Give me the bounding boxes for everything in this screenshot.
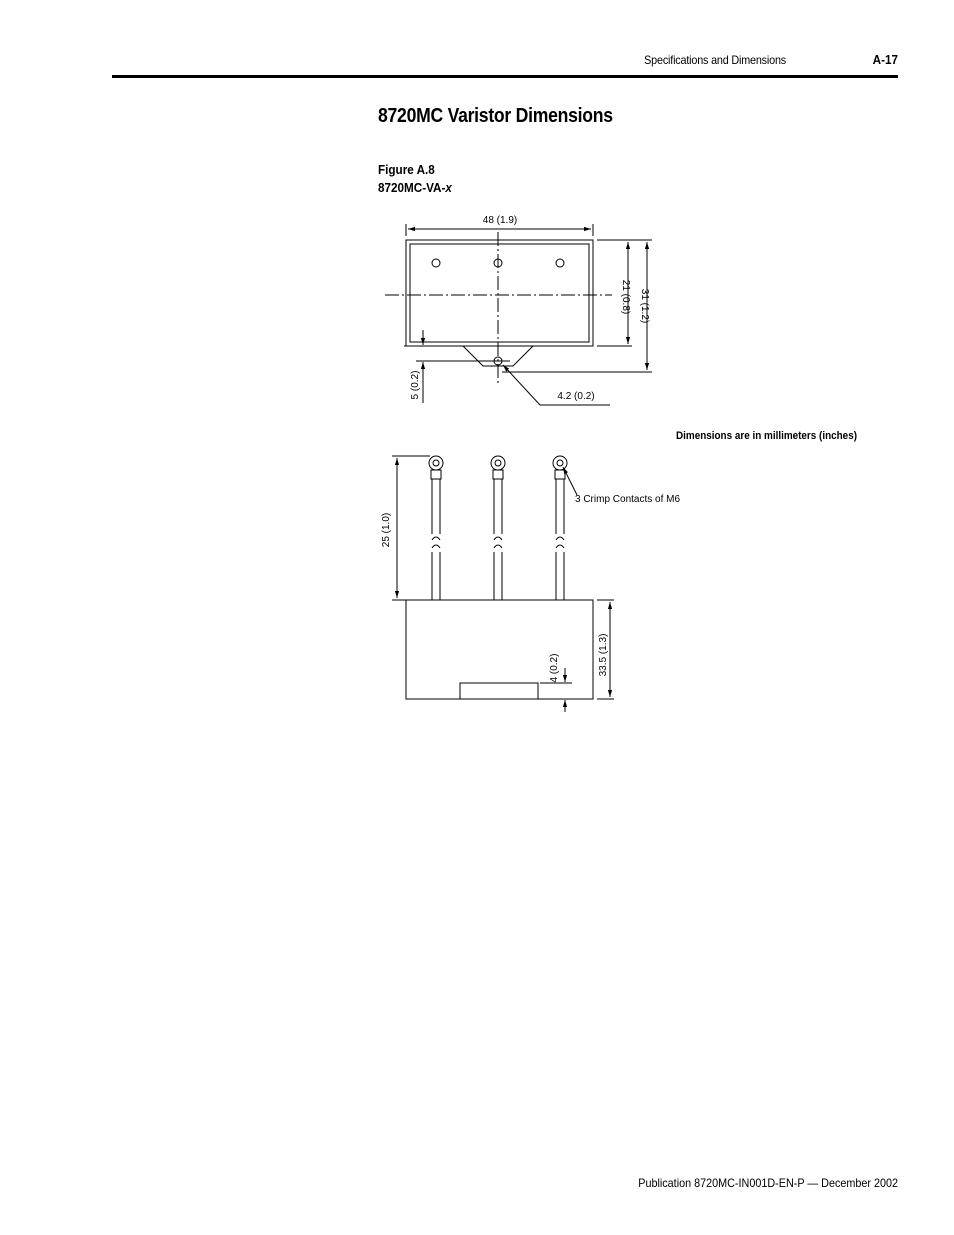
page-title: 8720MC Varistor Dimensions — [378, 105, 613, 127]
base-offset-dimension-label: 4 (0.2) — [549, 653, 560, 683]
outer-height-dimension-label: 31 (1.2) — [639, 288, 650, 324]
figure-name-prefix: 8720MC-VA- — [378, 180, 446, 195]
lead-left — [429, 456, 443, 600]
header-section-title: Specifications and Dimensions — [644, 53, 786, 67]
lead-right — [553, 456, 567, 600]
header-page-number: A-17 — [872, 52, 898, 67]
lead-center — [491, 456, 505, 600]
figure-name-suffix: x — [445, 180, 452, 195]
top-view — [385, 224, 652, 405]
terminal-hole-right — [556, 259, 564, 267]
crimp-contacts-label: 3 Crimp Contacts of M6 — [575, 494, 681, 505]
offset-dimension-label: 5 (0.2) — [410, 370, 421, 400]
side-view-body — [406, 600, 593, 699]
inner-height-dimension-label: 21 (0.8) — [620, 279, 631, 315]
dimensions-note: Dimensions are in millimeters (inches) — [675, 430, 857, 442]
terminal-hole-left — [432, 259, 440, 267]
width-dimension-label: 48 (1.9) — [482, 215, 518, 226]
hole-diameter-label: 4.2 (0.2) — [557, 391, 595, 402]
figure-number: Figure A.8 — [378, 162, 435, 177]
lead-length-dimension-label: 25 (1.0) — [381, 512, 392, 548]
crimp-contacts-leader — [563, 467, 577, 495]
side-view-base — [460, 683, 538, 699]
body-height-dimension-label: 33.5 (1.3) — [598, 633, 609, 677]
top-view-outer-outline — [406, 240, 593, 346]
publication-footer: Publication 8720MC-IN001D-EN-P — December 2002 — [638, 1176, 898, 1190]
